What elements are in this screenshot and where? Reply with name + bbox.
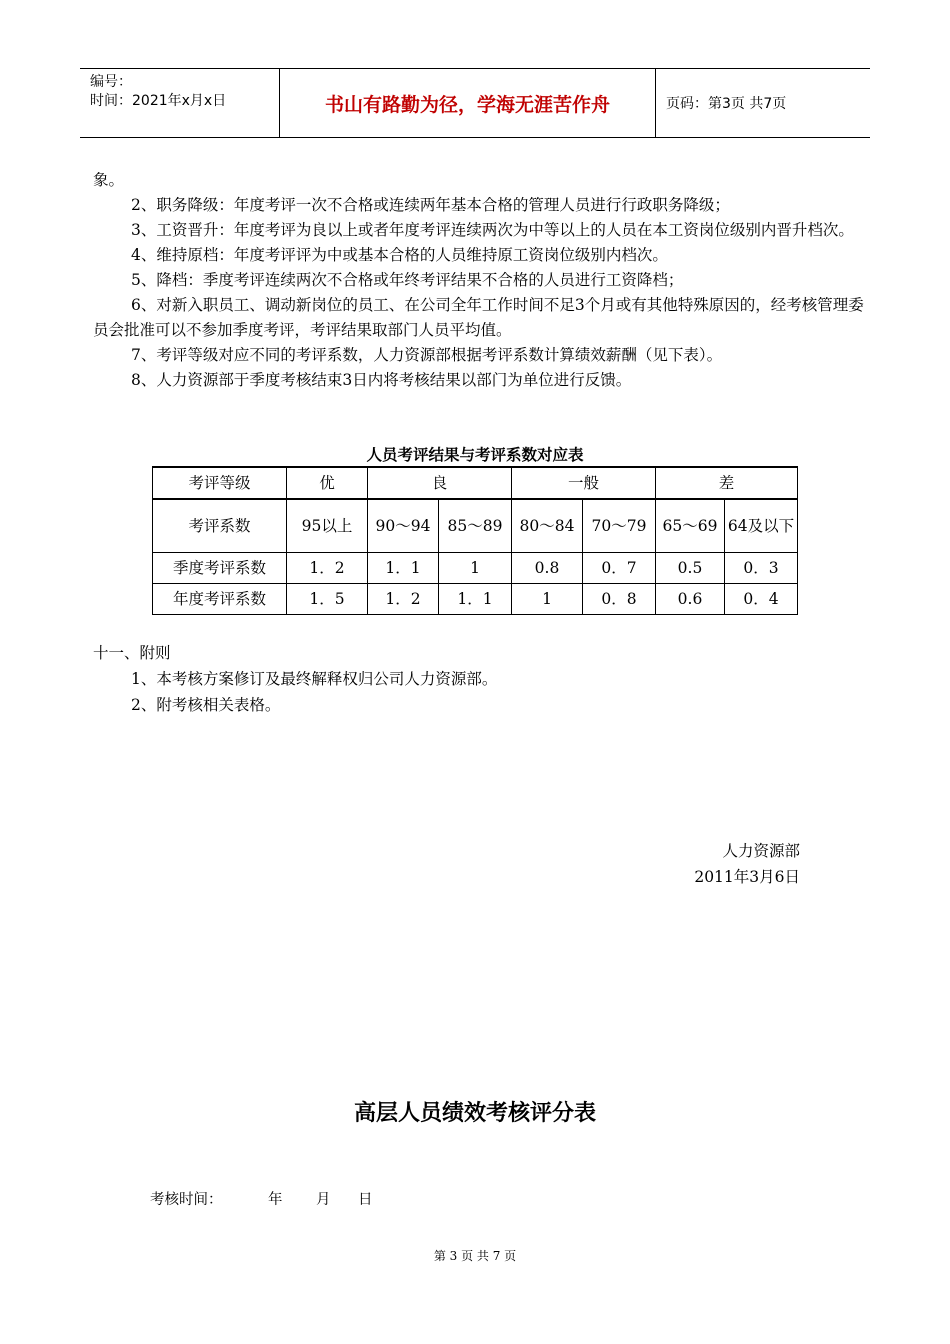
range-cell: 65～69 bbox=[656, 499, 725, 553]
paragraph: 8、人力资源部于季度考核结束3日内将考核结果以部门为单位进行反馈。 bbox=[131, 371, 632, 389]
annual-value-cell: 0．8 bbox=[583, 584, 656, 615]
quarterly-value-cell: 0．3 bbox=[725, 553, 798, 584]
table-row bbox=[153, 467, 798, 499]
score-coefficient-table bbox=[152, 466, 798, 615]
page-footer: 第 3 页 共 7 页 bbox=[433, 1249, 517, 1263]
exam-month-label: 月 bbox=[316, 1192, 331, 1208]
body-text bbox=[93, 168, 868, 393]
paragraph: 5、降档：季度考评连续两次不合格或年终考评结果不合格的人员进行工资降档； bbox=[131, 271, 684, 289]
quarterly-value-cell: 1．2 bbox=[287, 553, 368, 584]
table-row bbox=[153, 584, 798, 615]
paragraph: 4、维持原档：年度考评评为中或基本合格的人员维持原工资岗位级别内档次。 bbox=[131, 246, 668, 264]
table-row bbox=[153, 553, 798, 584]
header-left-cell bbox=[80, 69, 280, 137]
appendix-item: 2、附考核相关表格。 bbox=[131, 696, 281, 714]
quarterly-value-cell: 0．7 bbox=[583, 553, 656, 584]
quarterly-value-cell: 1．1 bbox=[368, 553, 439, 584]
annual-value-cell: 1．5 bbox=[287, 584, 368, 615]
range-cell: 90～94 bbox=[368, 499, 439, 553]
paragraph: 2、职务降级：年度考评一次不合格或连续两年基本合格的管理人员进行行政职务降级； bbox=[131, 196, 730, 214]
document-time-label: 时间：2021年x月x日 bbox=[90, 93, 227, 109]
appendix-heading: 十一、附则 bbox=[93, 644, 171, 662]
page-header bbox=[80, 68, 870, 138]
form-title: 高层人员绩效考核评分表 bbox=[353, 1100, 596, 1126]
grade-cell: 一般 bbox=[512, 467, 656, 499]
annual-value-cell: 1．1 bbox=[439, 584, 512, 615]
range-cell: 85～89 bbox=[439, 499, 512, 553]
exam-day-label: 日 bbox=[358, 1192, 373, 1208]
paragraph: 3、工资晋升：年度考评为良以上或者年度考评连续两次为中等以上的人员在本工资岗位级别内晋升档次。 bbox=[131, 221, 854, 239]
exam-time-line bbox=[150, 1188, 373, 1209]
quarterly-value-cell: 0.5 bbox=[656, 553, 725, 584]
quarterly-value-cell: 1 bbox=[439, 553, 512, 584]
paragraph: 6、对新入职员工、调动新岗位的员工、在公司全年工作时间不足3个月或有其他特殊原因的，经考核管理委员会批准可以不参加季度考评，考评结果取部门人员平均值。 bbox=[93, 296, 864, 339]
range-cell: 80～84 bbox=[512, 499, 583, 553]
range-cell: 64及以下 bbox=[725, 499, 798, 553]
header-page-number: 页码：第3页 共7页 bbox=[666, 96, 787, 112]
grade-header-cell: 考评等级 bbox=[153, 467, 287, 499]
paragraph: 象。 bbox=[93, 171, 125, 189]
header-motto: 书山有路勤为径，学海无涯苦作舟 bbox=[280, 69, 656, 137]
exam-year-label: 年 bbox=[268, 1192, 283, 1208]
annual-value-cell: 1 bbox=[512, 584, 583, 615]
range-cell: 95以上 bbox=[287, 499, 368, 553]
annual-value-cell: 0.6 bbox=[656, 584, 725, 615]
annual-value-cell: 1．2 bbox=[368, 584, 439, 615]
appendix-item: 1、本考核方案修订及最终解释权归公司人力资源部。 bbox=[131, 670, 498, 688]
grade-cell: 差 bbox=[656, 467, 798, 499]
annual-value-cell: 0．4 bbox=[725, 584, 798, 615]
grade-cell: 优 bbox=[287, 467, 368, 499]
signature-block bbox=[600, 838, 800, 890]
signature-date: 2011年3月6日 bbox=[694, 868, 800, 886]
document-number-label: 编号： bbox=[90, 74, 132, 90]
exam-time-label: 考核时间： bbox=[150, 1192, 223, 1208]
coef-header-cell: 考评系数 bbox=[153, 499, 287, 553]
quarterly-label-cell: 季度考评系数 bbox=[153, 553, 287, 584]
signature-dept: 人力资源部 bbox=[722, 842, 800, 860]
table-row bbox=[153, 499, 798, 553]
range-cell: 70～79 bbox=[583, 499, 656, 553]
table-title: 人员考评结果与考评系数对应表 bbox=[366, 445, 584, 464]
paragraph: 7、考评等级对应不同的考评系数，人力资源部根据考评系数计算绩效薪酬（见下表）。 bbox=[131, 346, 723, 364]
annual-label-cell: 年度考评系数 bbox=[153, 584, 287, 615]
appendix-section bbox=[93, 640, 868, 718]
grade-cell: 良 bbox=[368, 467, 512, 499]
quarterly-value-cell: 0.8 bbox=[512, 553, 583, 584]
